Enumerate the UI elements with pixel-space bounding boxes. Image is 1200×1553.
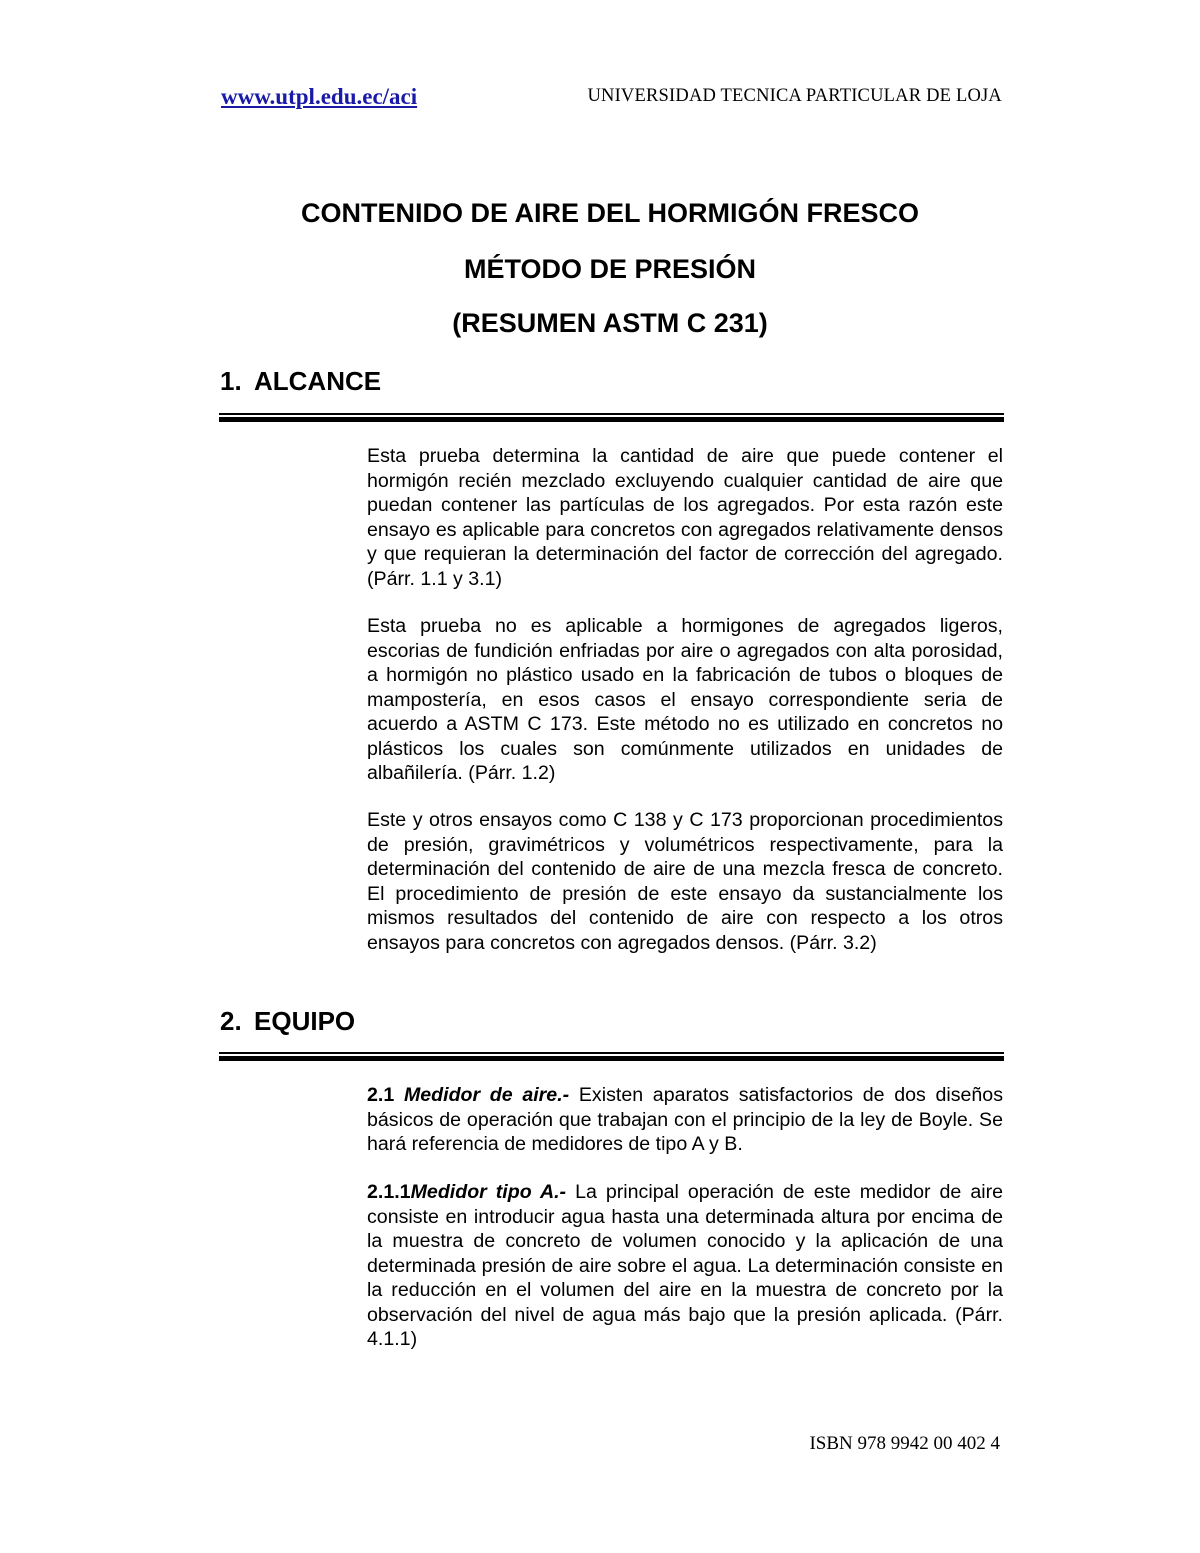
paragraph: Este y otros ensayos como C 138 y C 173 proporcionan procedimientos de presión, gravimétricos y volumétricos respectivamente, para la determinación del contenido de aire de una mezcla fresca de concreto. El procedimiento de presión de este ensayo da sustancialmente los mismos resultados del contenido de aire con respecto a los otros ensayos para concretos con agregados densos. (Párr. 3.2) [367, 809, 1003, 954]
section-heading-alcance [220, 366, 381, 397]
item-label: Medidor tipo A.- [410, 1181, 567, 1203]
section-number: 2. [220, 1006, 242, 1036]
item-text: La principal operación de este medidor de aire consiste en introducir agua hasta una determinada altura por encima de la muestra de concreto de volumen conocido y la aplicación de una determinada presión de aire sobre el agua. La determinación consiste en la reducción en el volumen del aire en la muestra de concreto por la observación del nivel de agua más bajo que la presión aplicada. (Párr. 4.1.1) [367, 1181, 1003, 1350]
footer-isbn: ISBN 978 9942 00 402 4 [809, 1433, 1000, 1454]
paragraph: Esta prueba no es aplicable a hormigones de agregados ligeros, escorias de fundición enfriadas por aire o agregados con alta porosidad, a hormigón no plástico usado en la fabricación de tubos o bloques de mampostería, en esos casos el ensayo correspondiente seria de acuerdo a ASTM C 173. Este método no es utilizado en concretos no plásticos los cuales son comúnmente utilizados en unidades de albañilería. (Párr. 1.2) [367, 615, 1003, 784]
header-website-link[interactable]: www.utpl.edu.ec/aci [221, 84, 418, 109]
section-divider [219, 413, 1004, 423]
equipment-item-medidor-de-aire [367, 1083, 1003, 1157]
item-number: 2.1 [367, 1084, 395, 1106]
header-university-name: UNIVERSIDAD TECNICA PARTICULAR DE LOJA [587, 86, 1002, 106]
paragraph: Esta prueba determina la cantidad de aire que puede contener el hormigón recién mezclado excluyendo cualquier cantidad de aire que puedan contener las partículas de los agregados. Por esta razón este ensayo es aplicable para concretos con agregados relativamente densos y que requieran la determinación del factor de corrección del agregado. (Párr. 1.1 y 3.1) [367, 445, 1003, 590]
section-number: 1. [220, 366, 242, 396]
section-title: EQUIPO [254, 1006, 356, 1036]
section-divider [219, 1052, 1004, 1062]
section-heading-equipo [220, 1006, 355, 1037]
item-label: Medidor de aire.- [403, 1084, 570, 1106]
document-subtitle: MÉTODO DE PRESIÓN [463, 254, 757, 284]
document-title: CONTENIDO DE AIRE DEL HORMIGÓN FRESCO [300, 198, 920, 228]
equipment-item-medidor-tipo-a [367, 1180, 1003, 1352]
section-title: ALCANCE [254, 366, 382, 396]
document-standard-reference: (RESUMEN ASTM C 231) [452, 308, 768, 338]
item-number: 2.1.1 [367, 1181, 411, 1203]
item-text: Existen aparatos satisfactorios de dos diseños básicos de operación que trabajan con el principio de la ley de Boyle. Se hará referencia de medidores de tipo A y B. [367, 1084, 1003, 1155]
